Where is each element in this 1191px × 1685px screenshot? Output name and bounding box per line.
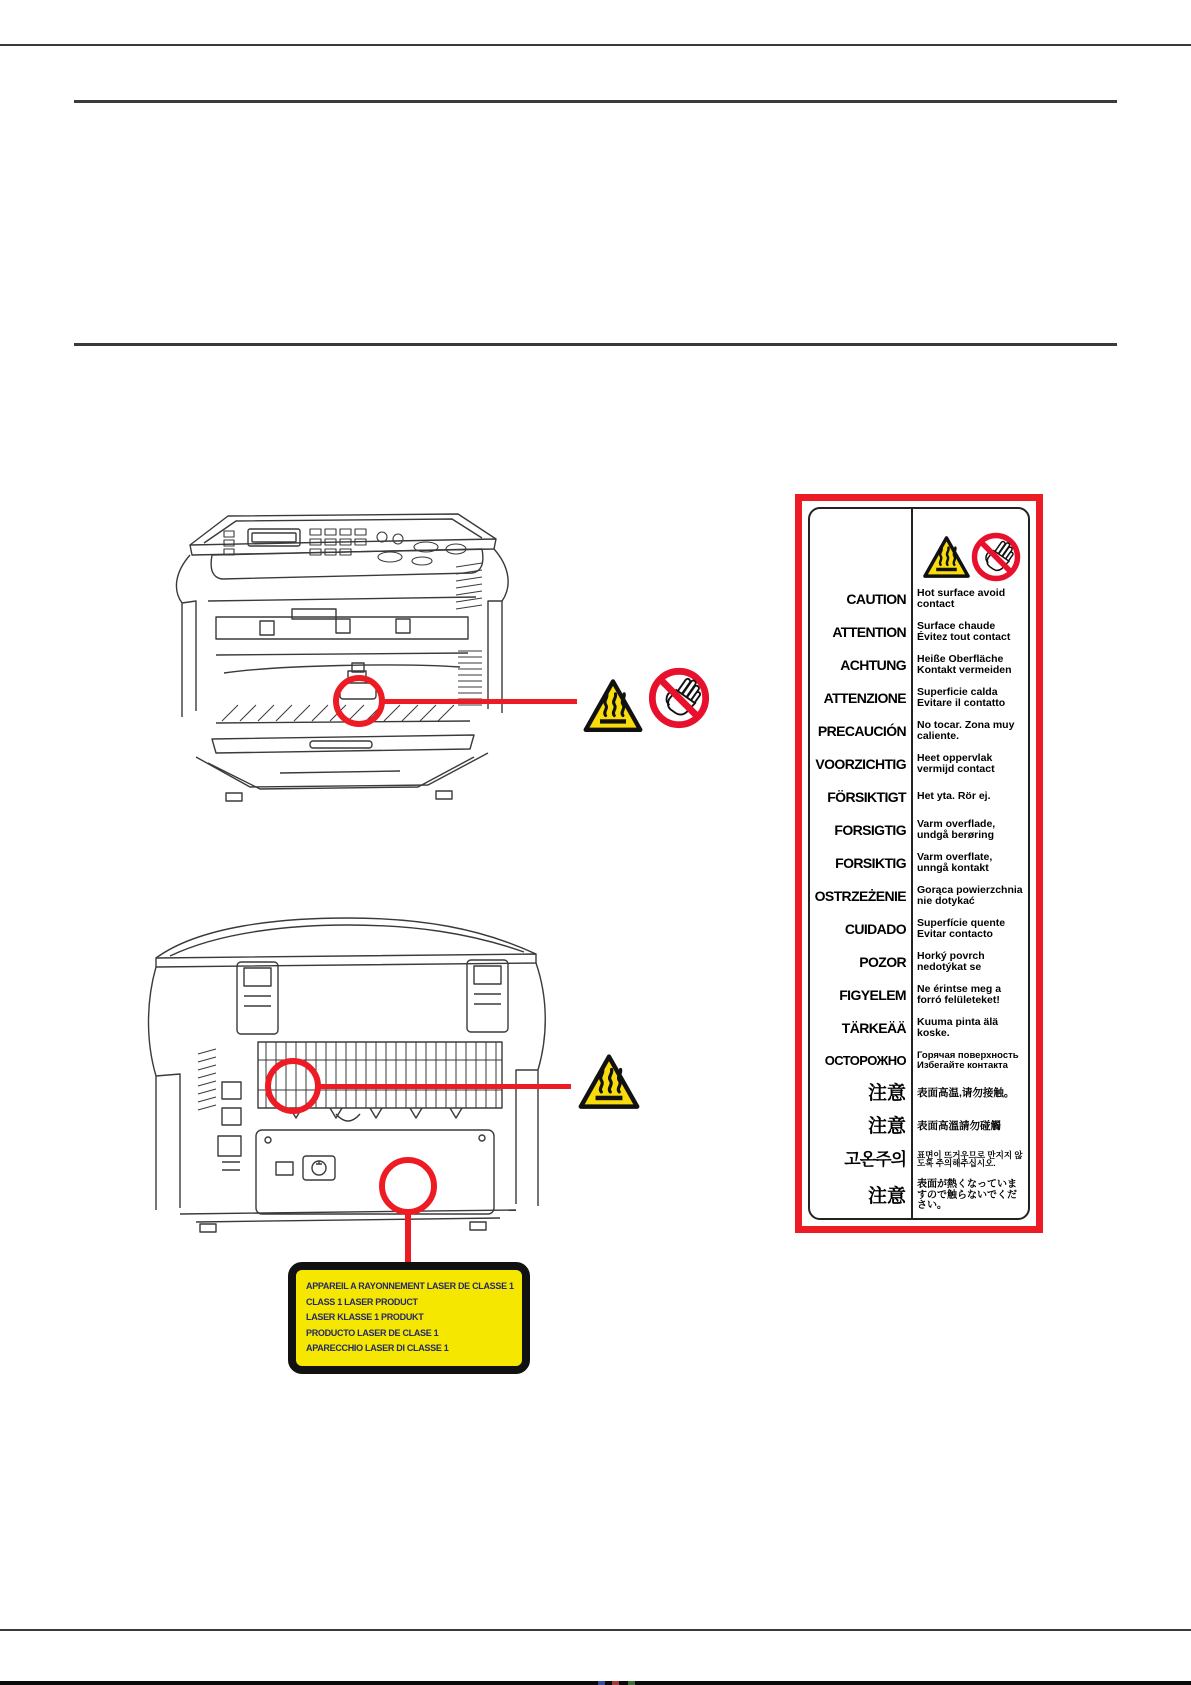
printer-front-illustration [160, 505, 522, 805]
label-warning-text: Superfície quente Evitar contacto [917, 916, 1006, 940]
label-row [810, 620, 1028, 644]
label-row [810, 818, 1028, 842]
label-row [810, 653, 1028, 677]
label-warning-text: 表面高溫請勿碰觸 [917, 1119, 1001, 1132]
front-callout-line [383, 699, 577, 704]
section-rule [74, 343, 1117, 346]
hot-surface-icon [577, 1051, 641, 1111]
label-column-divider [911, 509, 913, 1218]
label-warning-text: Горячая поверхность Избегайте контакта [917, 1049, 1019, 1071]
label-warning-text: Horký povrch nedotýkat se [917, 949, 985, 973]
label-language: VOORZICHTIG [815, 755, 906, 772]
label-warning-text: Heet oppervlak vermijd contact [917, 751, 995, 775]
no-touch-icon [648, 666, 710, 730]
label-language: CUIDADO [844, 920, 906, 937]
footer-rule [0, 1629, 1191, 1631]
label-warning-text: 표면이 뜨거우므로 만지지 않도록 주의해주십시오. [917, 1149, 1023, 1169]
label-row [810, 1049, 1028, 1073]
laser-label-line: CLASS 1 LASER PRODUCT [306, 1296, 418, 1307]
rear-hot-area-callout-circle [265, 1058, 321, 1114]
label-language: PRECAUCIÓN [817, 722, 906, 739]
label-language: ATTENZIONE [823, 689, 906, 706]
label-language: CAUTION [846, 591, 906, 607]
no-touch-icon [971, 531, 1021, 583]
label-warning-text: Gorąca powierzchnia nie dotykać [917, 883, 1023, 907]
label-rows [810, 585, 1028, 1218]
label-row [810, 917, 1028, 941]
label-inner-panel [808, 507, 1030, 1220]
label-language: ACHTUNG [840, 656, 906, 673]
laser-label-line: PRODUCTO LASER DE CLASE 1 [306, 1327, 439, 1338]
front-hot-area-callout-circle [333, 675, 385, 727]
label-language: FORSIGTIG [834, 821, 906, 838]
label-warning-text: 表面高温,请勿接触。 [917, 1087, 1015, 1100]
label-warning-text: 表面が熱くなっていますので触らないでください。 [917, 1179, 1017, 1212]
multilingual-hot-surface-label [795, 494, 1043, 1233]
hot-surface-icon [922, 533, 971, 580]
label-row [810, 851, 1028, 875]
laser-label-line: APPAREIL A RAYONNEMENT LASER DE CLASSE 1 [306, 1281, 514, 1292]
top-border-rule [0, 44, 1191, 46]
label-language: FORSIKTIG [835, 854, 906, 871]
label-warning-text: Het yta. Rör ej. [917, 790, 991, 803]
label-row [810, 983, 1028, 1007]
label-language: 注意 [867, 1116, 906, 1137]
header-rule [74, 100, 1117, 103]
label-language: FÖRSIKTIGT [827, 788, 906, 805]
page-edge-print-mark [628, 1681, 635, 1685]
label-warning-text: Ne érintse meg a forró felületeket! [917, 982, 1002, 1006]
page-bottom-edge [0, 1681, 1191, 1685]
label-language: 고온주의 [844, 1149, 906, 1169]
label-row [810, 1115, 1028, 1139]
page-edge-print-mark [598, 1681, 605, 1685]
label-language: 注意 [867, 1083, 906, 1105]
label-language: POZOR [859, 953, 906, 970]
laser-label-line: LASER KLASSE 1 PRODUKT [306, 1312, 424, 1323]
label-row [810, 1082, 1028, 1106]
printer-rear-illustration [140, 862, 556, 1234]
label-row [810, 587, 1028, 611]
rear-callout-line [319, 1084, 571, 1089]
laser-label-line: APARECCHIO LASER DI CLASSE 1 [306, 1343, 449, 1354]
label-warning-text: Superficie calda Evitare il contatto [917, 685, 1006, 709]
page-edge-print-mark [612, 1681, 619, 1685]
label-language: FIGYELEM [839, 986, 906, 1003]
label-row [810, 884, 1028, 908]
label-header [810, 509, 1028, 585]
laser-label-callout-line [405, 1213, 411, 1263]
label-row [810, 1180, 1028, 1212]
label-row [810, 1016, 1028, 1040]
label-warning-text: Surface chaude Évitez tout contact [917, 619, 1011, 643]
label-row [810, 719, 1028, 743]
label-row [810, 752, 1028, 776]
label-warning-text: Varm overflate, unngå kontakt [917, 850, 993, 874]
label-row [810, 785, 1028, 809]
label-warning-text: Heiße Oberfläche Kontakt vermeiden [917, 652, 1012, 676]
label-warning-text: Varm overflade, undgå berøring [917, 817, 996, 841]
label-row [810, 1147, 1028, 1171]
label-language: ОСТОРОЖНО [824, 1053, 906, 1069]
label-language: ATTENTION [832, 623, 906, 640]
laser-class-label [288, 1262, 530, 1374]
laser-label-callout-circle [379, 1157, 437, 1215]
label-row [810, 950, 1028, 974]
label-warning-text: Kuuma pinta älä koske. [917, 1015, 999, 1039]
label-row [810, 686, 1028, 710]
label-language: OSTRZEŻENIE [814, 887, 906, 904]
label-language: TÄRKEÄÄ [841, 1019, 906, 1036]
label-warning-text: No tocar. Zona muy caliente. [917, 718, 1015, 742]
hot-surface-icon [582, 676, 644, 734]
label-language: 注意 [867, 1185, 906, 1207]
label-warning-text: Hot surface avoid contact [917, 586, 1006, 610]
